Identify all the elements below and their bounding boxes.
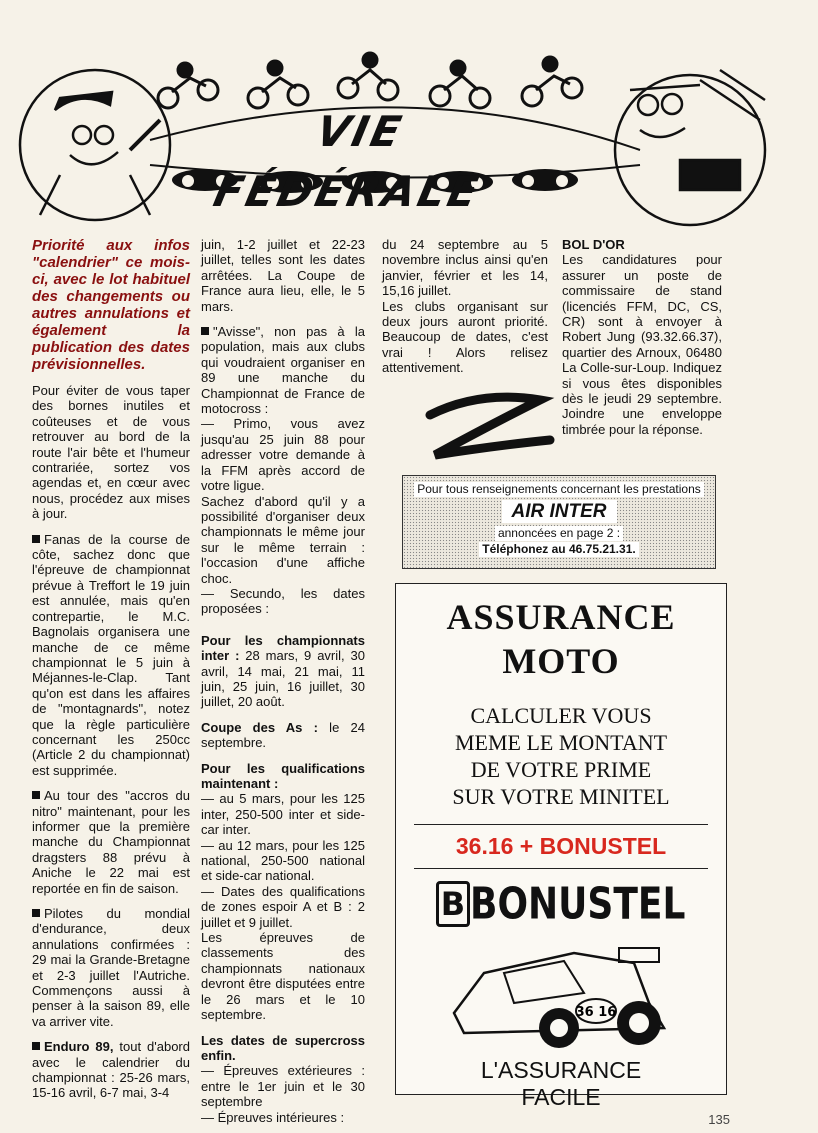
bonustel-logo bbox=[436, 881, 726, 927]
air-inter-brand: AIR INTER bbox=[502, 500, 617, 523]
supercross-item: — Épreuves extérieures : entre le 1er juin et le 30 septembre bbox=[201, 1063, 365, 1110]
bol-dor-paragraph: Les candidatures pour assurer un poste de commissaire de stand (licenciés FFM, DC, CS, CR) sont à envoyer à Robert Jung (93.32.66.37), quartier des Arnoux, 06480 La Colle-sur-Loup. Indiquez si vous êtes disponibles dès le jeudi 29 septembre. Joindre une enveloppe timbrée pour la réponse. bbox=[562, 252, 722, 437]
ad-line-2: MEME LE MONTANT bbox=[454, 730, 668, 755]
qualifications: Pour les qualifications maintenant : bbox=[201, 760, 365, 791]
ad-divider bbox=[414, 824, 708, 825]
bullet-icon bbox=[201, 327, 209, 335]
info-line-1: Pour tous renseignements concernant les prestations bbox=[414, 482, 704, 497]
air-inter-box bbox=[402, 475, 716, 569]
hillclimb-paragraph: Fanas de la course de côte, sachez donc que l'épreuve de championnat prévue à Treffort le 19 juin est annulée, mais qu'en contrepartie, le M.C. Bagnolais organisera une manche de ce même championnat le 5 juin à Méjannes-le-Clap. Tant qu'on est dans les affaires de "montagnards", notez que la règle particulière concernant les 250cc (Article 2 du championnat) est supprimée. bbox=[32, 531, 190, 778]
column-4 bbox=[562, 237, 722, 447]
qualif-item: Les épreuves de classements des championnats nationaux devront être disputées entre le 26 mars et le 10 septembre. bbox=[201, 930, 365, 1023]
bullet-icon bbox=[32, 1042, 40, 1050]
car-illustration bbox=[434, 933, 684, 1053]
column-2 bbox=[201, 237, 365, 1125]
ad-line-3: DE VOTRE PRIME bbox=[470, 757, 652, 782]
column-1 bbox=[32, 237, 190, 1111]
b-logo-icon: B bbox=[436, 881, 470, 927]
column-3 bbox=[382, 237, 548, 386]
insurance-ad bbox=[395, 583, 727, 1110]
typist-caricature bbox=[615, 70, 765, 225]
clubs-paragraph: Les clubs organisant sur deux jours auront priorité. Beaucoup de dates, c'est vrai ! Alors relisez attentivement. bbox=[382, 298, 548, 376]
bullet-icon bbox=[32, 791, 40, 799]
bullet-icon bbox=[32, 535, 40, 543]
ad-line-4: SUR VOTRE MINITEL bbox=[452, 784, 670, 809]
ad-footer-2: FACILE bbox=[521, 1084, 601, 1110]
lead-paragraph: Priorité aux infos "calendrier" ce mois-ci, avec le lot habituel des changements ou autres annulations et également la publication des dates prévisionnelles. bbox=[32, 237, 190, 373]
dates-paragraph: juin, 1-2 juillet et 22-23 juillet, telles sont les dates arrêtées. La Coupe de France aura lieu, elle, le 5 mars. bbox=[201, 237, 365, 314]
ad-footer-1: L'ASSURANCE bbox=[480, 1057, 642, 1083]
supercross-item: — Épreuves intérieures : bbox=[201, 1109, 345, 1125]
enduro-paragraph: Enduro 89, tout d'abord avec le calendrier du championnat : 25-26 mars, 15-16 avril, 6-7 mai, 3-4 bbox=[32, 1039, 190, 1101]
secundo-paragraph: — Secundo, les dates proposées : bbox=[201, 585, 365, 617]
endurance-paragraph: Pilotes du mondial d'endurance, deux annulations confirmées : 29 mai la Grande-Bretagne et 2-3 juillet l'Autriche. Commençons aussi à penser à la saison 89, elle va arriver vite. bbox=[32, 906, 190, 1029]
car-plate: 36 16 bbox=[575, 1005, 617, 1020]
ad-title-1: ASSURANCE bbox=[446, 597, 676, 637]
coupe-as: Coupe des As : le 24 septembre. bbox=[201, 719, 365, 751]
page-number: 135 bbox=[708, 1112, 730, 1127]
sachez-paragraph: Sachez d'abord qu'il y a possibilité d'organiser deux championnats le même jour sur le même terrain : l'occasion d'une affiche choc. bbox=[201, 493, 365, 586]
qualif-item: — au 5 mars, pour les 125 inter, 250-500 inter et side-car inter. bbox=[201, 791, 365, 838]
dragster-paragraph: Au tour des "accros du nitro" maintenant, pour les informer que la première manche du Championnat dragsters 88 prévu à Aniche le 22 mai est reportée en fin de saison. bbox=[32, 788, 190, 896]
avisse-paragraph: "Avisse", non pas à la population, mais aux clubs qui voudraient organiser en 89 une manche du Championnat de France de motocross : bbox=[201, 324, 365, 417]
primo-paragraph: — Primo, vous avez jusqu'au 25 juin 88 pour adresser votre demande à la FFM après accord de votre ligue. bbox=[201, 416, 365, 494]
bol-dor-title: BOL D'OR bbox=[562, 237, 625, 252]
inter-dates: Pour les championnats inter : 28 mars, 9 avril, 30 avril, 14 mai, 21 mai, 11 juin, 25 juin, 16 juillet, 30 juillet, 20 août. bbox=[201, 632, 365, 710]
ad-line-1: CALCULER VOUS bbox=[470, 703, 652, 728]
info-phone: Téléphonez au 46.75.21.31. bbox=[479, 542, 638, 557]
logo-text: BONUSTEL bbox=[470, 879, 686, 929]
motorbike-icons-top bbox=[158, 53, 582, 108]
qualif-item: — Dates des qualifications de zones espoir A et B : 2 juillet et 9 juillet. bbox=[201, 883, 365, 930]
announcer-caricature bbox=[20, 70, 170, 220]
page-title: VIE FÉDÉRALE bbox=[209, 107, 486, 216]
intro-paragraph: Pour éviter de vous taper des bornes inutiles et coûteuses et de vous retrouver au bord de la route l'air bête et l'humeur contrariée, sortez vos agendas et, en cœur avec nous, procédez aux mises à jour. bbox=[32, 383, 190, 522]
info-line-2: annoncées en page 2 : bbox=[495, 526, 623, 541]
scribble-decoration bbox=[420, 385, 560, 470]
bullet-icon bbox=[32, 909, 40, 917]
qualif-item: — au 12 mars, pour les 125 national, 250-500 national et side-car national. bbox=[201, 837, 365, 884]
supercross-dates: du 24 septembre au 5 novembre inclus ainsi qu'en janvier, février et les 14, 15,16 juillet. bbox=[382, 237, 548, 299]
minitel-code: 36.16 + BONUSTEL bbox=[455, 833, 667, 859]
ad-title-2: MOTO bbox=[502, 641, 620, 681]
supercross-title: Les dates de supercross enfin. bbox=[201, 1032, 365, 1063]
ad-divider bbox=[414, 868, 708, 869]
